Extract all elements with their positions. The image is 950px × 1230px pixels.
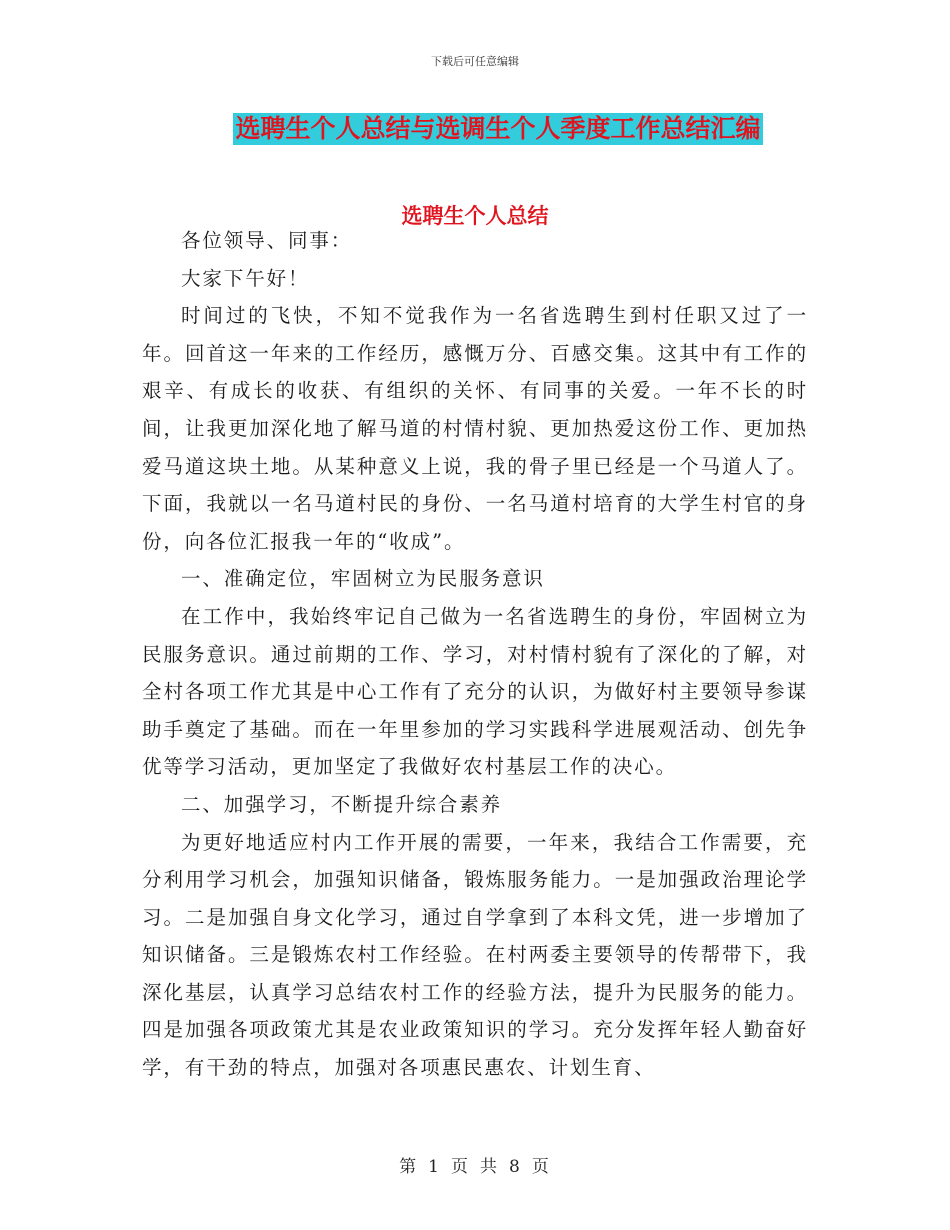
paragraph-one: 在工作中，我始终牢记自己做为一名省选聘生的身份，牢固树立为民服务意识。通过前期的工作、学习，对村情村貌有了深化的了解，对全村各项工作尤其是中心工作有了充分的认识，为做好村主要领导参谋助手奠定了基础。而在一年里参加的学习实践科学进展观活动、创先争优等学习活动，更加坚定了我做好农村基层工作的决心。 [142,604,808,779]
section-title: 选聘生个人总结 [401,203,549,228]
heading-two: 二、加强学习，不断提升综合素养 [181,792,503,816]
paragraph-two: 为更好地适应村内工作开展的需要，一年来，我结合工作需要，充分利用学习机会，加强知识储备，锻炼服务能力。一是加强政治理论学习。二是加强自身文化学习，通过自学拿到了本科文凭，进一步增加了知识储备。三是锻炼农村工作经验。在村两委主要领导的传帮带下，我深化基层，认真学习总结农村工作的经验方法，提升为民服务的能力。四是加强各项政策尤其是农业政策知识的学习。充分发挥年轻人勤奋好学，有干劲的特点，加强对各项惠民惠农、计划生育、 [142,830,808,1080]
paragraph-salutation: 各位领导、同事： [181,229,353,252]
document-title: 选聘生个人总结与选调生个人季度工作总结汇编 [235,114,761,143]
paragraph-greeting: 大家下午好！ [181,266,310,290]
footer-mid: 页 [451,1157,470,1177]
paragraph-intro: 时间过的飞快，不知不觉我作为一名省选聘生到村任职又过了一年。回首这一年来的工作经历，感慨万分、百感交集。这其中有工作的艰辛、有成长的收获、有组织的关怀、有同事的关爱。一年不长的时间，让我更加深化地了解马道的村情村貌、更加热爱这份工作、更加热爱马道这块土地。从某种意义上说，我的骨子里已经是一个马道人了。下面，我就以一名马道村民的身份、一名马道村培育的大学生村官的身份，向各位汇报我一年的“收成”。 [142,304,808,553]
footer-total-prefix: 共 [480,1157,499,1177]
page-header-note: 下载后可任意编辑 [431,55,519,68]
footer-page-current: 1 [428,1157,441,1177]
page-footer [0,1152,950,1177]
document-title-wrapper [0,113,950,145]
heading-one: 一、准确定位，牢固树立为民服务意识 [181,567,545,591]
footer-prefix: 第 [399,1157,419,1177]
footer-page-total: 8 [509,1157,522,1177]
footer-suffix: 页 [531,1157,551,1177]
document-body [142,222,808,1087]
